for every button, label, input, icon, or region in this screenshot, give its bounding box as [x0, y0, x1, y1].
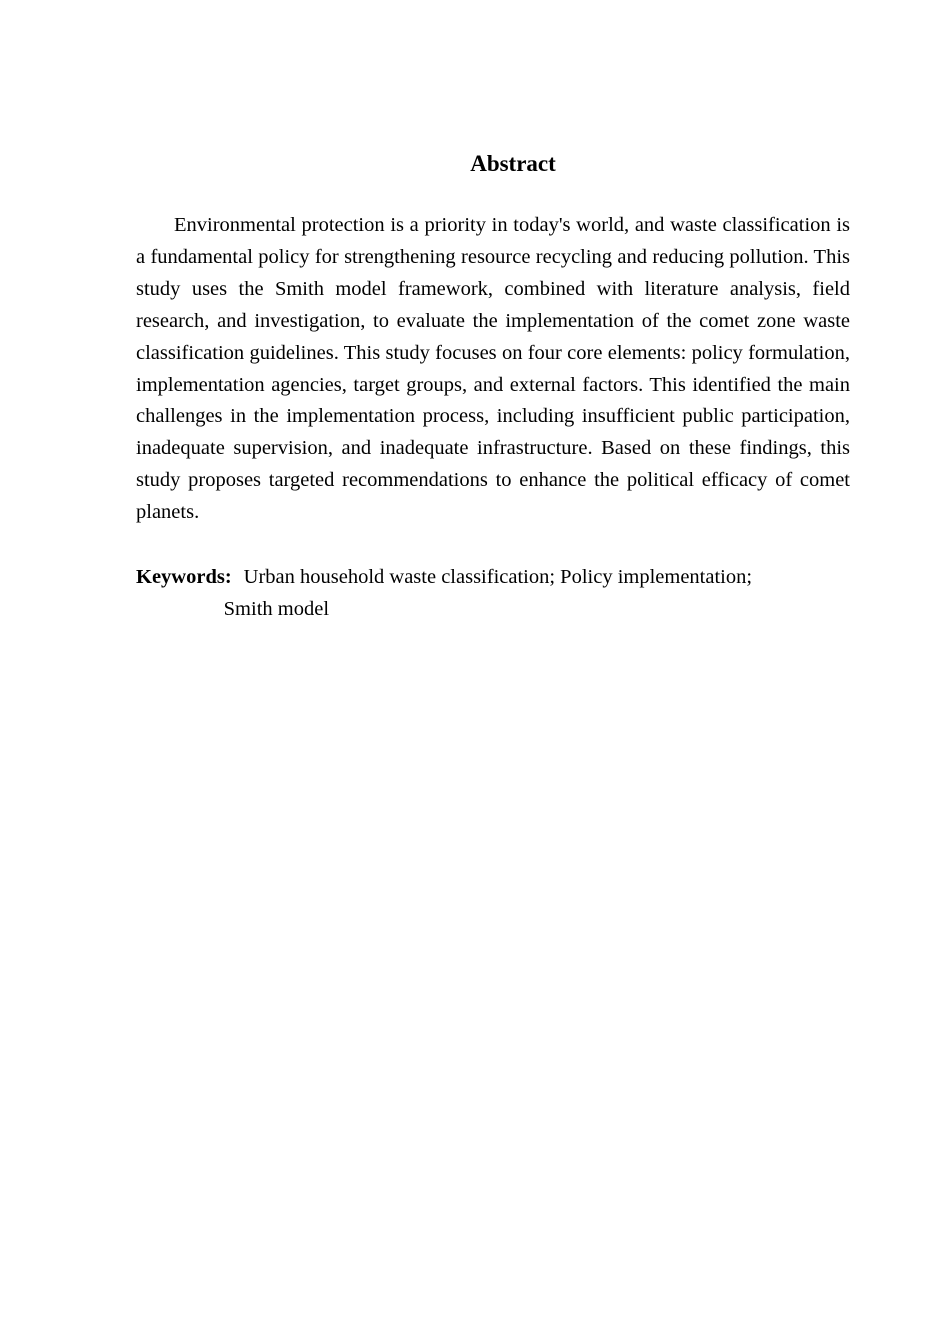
keywords-values — [223, 561, 850, 625]
keywords-line-2: Smith model — [223, 598, 330, 621]
abstract-body: Environmental protection is a priority in today's world, and waste classification is a fundamental policy for strengthening resource recycling and reducing pollution. This study uses the Smith model framework, combined with literature analysis, field research, and investigation, to evaluate the implementation of the comet zone waste classification guidelines. This study focuses on four core elements: policy formulation, implementation agencies, target groups, and external factors. This identified the main challenges in the implementation process, including insufficient public participation, inadequate supervision, and inadequate infrastructure. Based on these findings, this study proposes targeted recommendations to enhance the political efficacy of comet planets. — [136, 214, 850, 524]
keywords-line-1: Urban household waste classification; Policy implementation; — [243, 566, 753, 589]
keywords-block — [136, 561, 850, 625]
abstract-title: Abstract — [470, 151, 556, 176]
abstract-section — [136, 146, 850, 625]
keywords-label: Keywords: — [136, 566, 232, 589]
